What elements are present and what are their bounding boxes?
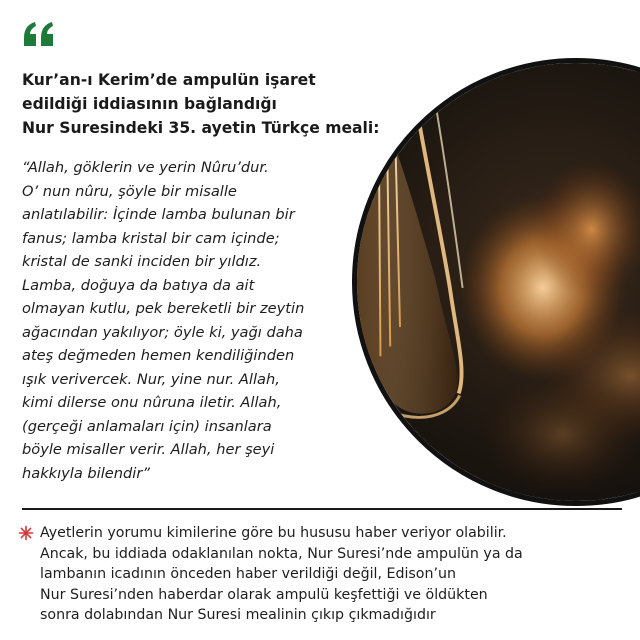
verse-line: olmayan kutlu, pek bereketli bir zeytin <box>22 300 305 317</box>
light-bulb-photo <box>352 58 640 506</box>
light-bulb-illustration <box>357 63 640 501</box>
heading-line: edildiği iddiasının bağlandığı <box>22 95 277 113</box>
footnote-line: Nur Suresi’nden haberdar olarak ampulü keşfettiği ve öldükten <box>40 586 488 603</box>
verse-quote <box>22 156 352 485</box>
footnote-line: lambanın icadının önceden haber verildiği değil, Edison’un <box>40 566 456 582</box>
footnote-line: Ancak, bu iddiada odaklanılan nokta, Nur Suresi’nde ampulün ya da <box>40 545 523 562</box>
verse-line: anlatılabilir: İçinde lamba bulunan bir <box>22 206 295 223</box>
verse-line: ışık verivercek. Nur, yine nur. Allah, <box>22 370 280 388</box>
verse-line: “Allah, göklerin ve yerin Nûru’dur. <box>22 159 269 176</box>
heading-line: Kur’an-ı Kerim’de ampulün işaret <box>22 71 316 89</box>
verse-line: O’ nun nûru, şöyle bir misalle <box>22 182 237 200</box>
verse-line: kimi dilerse onu nûruna iletir. Allah, <box>22 394 282 411</box>
heading-line: Nur Suresindeki 35. ayetin Türkçe meali: <box>22 119 380 137</box>
verse-line: Lamba, doğuya da batıya da ait <box>22 276 255 294</box>
verse-line: kristal de sanki inciden bir yıldız. <box>22 253 262 270</box>
footnote <box>40 523 630 626</box>
divider <box>22 508 622 510</box>
footnote-line: sonra dolabından Nur Suresi mealinin çıkıp çıkmadığıdır <box>40 607 436 623</box>
heading <box>22 68 380 140</box>
verse-line: fanus; lamba kristal bir cam içinde; <box>22 229 280 247</box>
asterisk-icon <box>18 525 34 541</box>
verse-line: (gerçeği anlamaları için) insanlara <box>22 417 272 435</box>
verse-line: hakkıyla bilendir” <box>22 464 150 482</box>
verse-line: ateş değmeden hemen kendiliğinden <box>22 347 295 364</box>
footnote-line: Ayetlerin yorumu kimilerine göre bu hususu haber veriyor olabilir. <box>40 525 507 541</box>
verse-line: ağacından yakılıyor; öyle ki, yağı daha <box>22 323 303 341</box>
double-quote-icon <box>22 20 56 50</box>
verse-line: böyle misaller verir. Allah, her şeyi <box>22 441 275 458</box>
